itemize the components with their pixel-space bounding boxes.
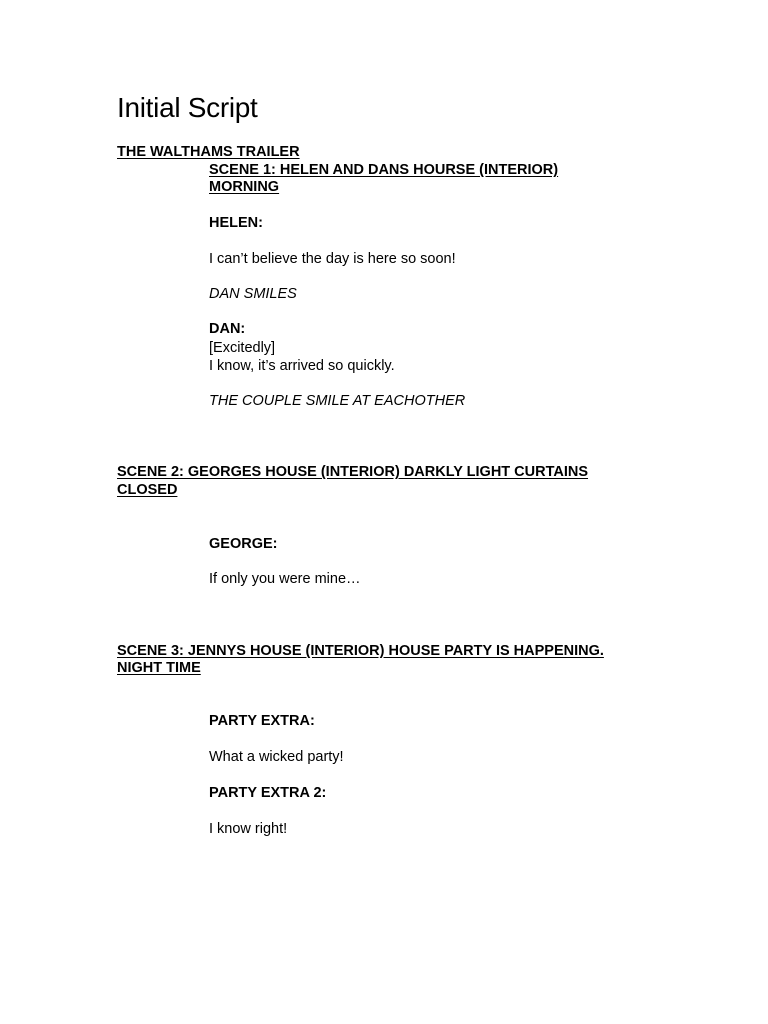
scene3-heading-line1: SCENE 3: JENNYS HOUSE (INTERIOR) HOUSE PARTY IS HAPPENING.: [117, 643, 604, 659]
dialogue-dan: I know, it’s arrived so quickly.: [209, 358, 395, 374]
dialogue-party-extra: What a wicked party!: [209, 749, 344, 765]
speaker-party-extra-2: PARTY EXTRA 2:: [209, 785, 327, 801]
dialogue-party-extra-2: I know right!: [209, 821, 288, 837]
dialogue-george: If only you were mine…: [209, 571, 361, 587]
action-dan-smiles: DAN SMILES: [209, 286, 297, 302]
action-couple-smile: THE COUPLE SMILE AT EACHOTHER: [209, 393, 466, 409]
scene2-heading-line1: SCENE 2: GEORGES HOUSE (INTERIOR) DARKLY LIGHT CURTAINS: [117, 464, 589, 480]
speaker-george: GEORGE:: [209, 536, 278, 552]
scene1-heading-line1: SCENE 1: HELEN AND DANS HOURSE (INTERIOR): [209, 162, 559, 178]
speaker-helen: HELEN:: [209, 215, 263, 231]
scene1-heading-line2: MORNING: [209, 179, 280, 195]
speaker-party-extra: PARTY EXTRA:: [209, 713, 315, 729]
page-title: Initial Script: [117, 92, 258, 123]
trailer-heading: THE WALTHAMS TRAILER: [117, 144, 300, 160]
dialogue-helen: I can’t believe the day is here so soon!: [209, 251, 456, 267]
direction-dan: [Excitedly]: [209, 340, 276, 356]
speaker-dan: DAN:: [209, 321, 246, 337]
scene2-heading-line2: CLOSED: [117, 482, 178, 498]
scene3-heading-line2: NIGHT TIME: [117, 660, 201, 676]
